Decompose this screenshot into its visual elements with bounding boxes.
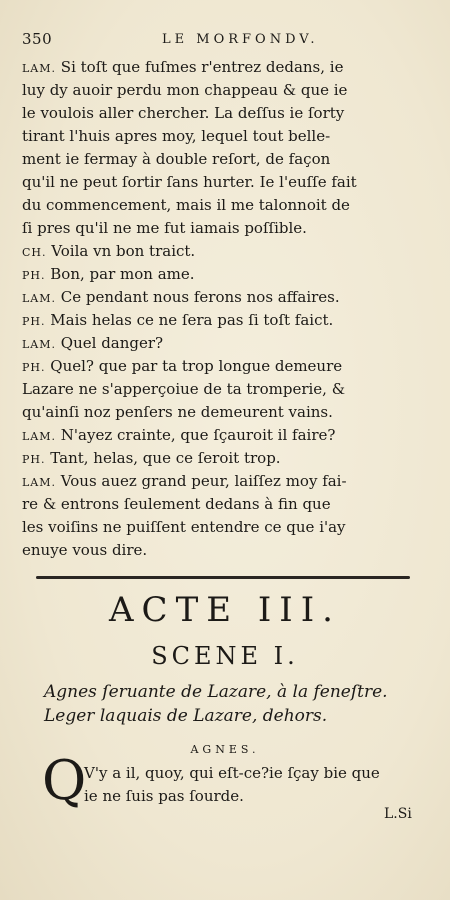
page-header — [22, 30, 430, 50]
dialogue-line — [22, 470, 434, 493]
speaker-label: PH. — [22, 315, 46, 328]
dialogue-text: Bon, par mon ame. — [50, 265, 195, 283]
speaker-label: PH. — [22, 361, 46, 374]
dialogue-block — [22, 56, 434, 562]
dialogue-text: re & entrons ſeulement dedans à fin que — [22, 495, 331, 513]
catchword: L.Si — [384, 806, 412, 822]
dialogue-line — [22, 102, 434, 125]
dialogue-line — [22, 79, 434, 102]
dialogue-line — [22, 263, 434, 286]
dialogue-line — [22, 56, 434, 79]
running-title: LE MORFONDV. — [162, 32, 319, 47]
speaker-label: LAM. — [22, 430, 57, 443]
dialogue-line — [22, 355, 434, 378]
speaker-label: LAM. — [22, 338, 57, 351]
dialogue-line — [22, 539, 434, 562]
scene-heading: SCENE I. — [151, 642, 299, 670]
speaker-label: LAM. — [22, 292, 57, 305]
page-number: 350 — [22, 30, 53, 48]
dialogue-text: Tant, helas, que ce ſeroit trop. — [50, 449, 281, 467]
dialogue-line — [22, 309, 434, 332]
dialogue-line — [22, 125, 434, 148]
act-heading: ACTE III. — [109, 590, 341, 630]
speaker-label: LAM. — [22, 62, 57, 75]
speaker-label: LAM. — [22, 476, 57, 489]
section-divider — [36, 576, 410, 579]
speech-line: ie ne ſuis pas ſourde. — [84, 787, 244, 805]
dialogue-line — [22, 424, 434, 447]
dialogue-text: du commencement, mais il me talonnoit de — [22, 196, 350, 214]
dialogue-text: N'ayez crainte, que ſçauroit il faire? — [60, 426, 336, 444]
speaker-label: PH. — [22, 453, 46, 466]
dialogue-line — [22, 194, 434, 217]
dialogue-line — [22, 286, 434, 309]
dialogue-text: ſi pres qu'il ne me fut iamais poſſible. — [22, 219, 307, 237]
dialogue-text: Si toſt que fuſmes r'entrez dedans, ie — [60, 58, 344, 76]
dialogue-line — [22, 401, 434, 424]
dialogue-text: Mais helas ce ne ſera pas ſi toſt faict. — [50, 311, 334, 329]
dialogue-text: qu'il ne peut ſortir ſans hurter. Ie l'euſſe fait — [22, 173, 357, 191]
character-entry: Agnes ſeruante de Lazare, à la feneſtre. — [44, 682, 388, 702]
dialogue-line — [22, 447, 434, 470]
dialogue-line — [22, 171, 434, 194]
drop-cap: Q — [42, 749, 87, 812]
dialogue-line — [22, 332, 434, 355]
dialogue-text: Ce pendant nous ferons nos affaires. — [60, 288, 340, 306]
dialogue-text: luy dy auoir perdu mon chappeau & que ie — [22, 81, 348, 99]
dialogue-text: qu'ainſi noz penſers ne demeurent vains. — [22, 403, 333, 421]
dialogue-line — [22, 378, 434, 401]
dialogue-text: Quel danger? — [60, 334, 164, 352]
dialogue-text: enuye vous dire. — [22, 541, 148, 559]
dialogue-text: tirant l'huis apres moy, lequel tout belle- — [22, 127, 331, 145]
speech-line: V'y a il, quoy, qui eſt-ce?ie ſçay bie que — [84, 764, 380, 782]
final-speech — [84, 762, 434, 808]
dialogue-text: le voulois aller chercher. La deſſus ie ſorty — [22, 104, 345, 122]
dialogue-text: Voila vn bon traict. — [51, 242, 196, 260]
dialogue-text: Lazare ne s'apperçoiue de ta tromperie, & — [22, 380, 346, 398]
dialogue-line — [22, 217, 434, 240]
dialogue-line — [22, 148, 434, 171]
dialogue-text: Vous auez grand peur, laiſſez moy fai- — [60, 472, 347, 490]
speaker-label: CH. — [22, 246, 47, 259]
dialogue-text: Quel? que par ta trop longue demeure — [50, 357, 343, 375]
dialogue-line — [22, 516, 434, 539]
dialogue-line — [22, 493, 434, 516]
dialogue-line — [22, 240, 434, 263]
character-list — [44, 680, 424, 728]
speaker-heading: AGNES. — [190, 743, 260, 756]
speaker-label: PH. — [22, 269, 46, 282]
dialogue-text: les voiſins ne puiſſent entendre ce que i'ay — [22, 518, 346, 536]
character-entry: Leger laquais de Lazare, dehors. — [44, 706, 328, 726]
dialogue-text: ment ie fermay à double reſort, de façon — [22, 150, 331, 168]
